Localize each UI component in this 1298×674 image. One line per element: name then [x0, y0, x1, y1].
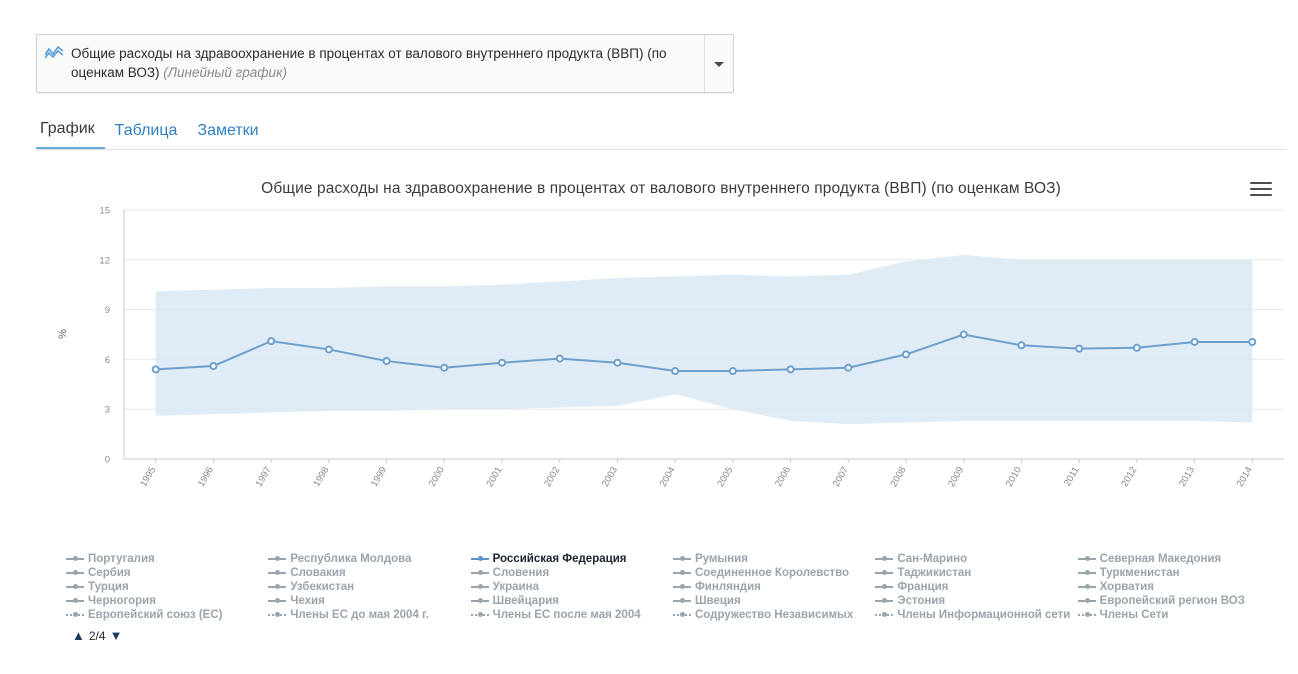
legend-marker-icon: [673, 596, 691, 606]
legend-marker-icon: [471, 596, 489, 606]
legend-marker-icon: [66, 568, 84, 578]
legend-item-label: Словакия: [290, 567, 346, 579]
legend-item[interactable]: [471, 580, 669, 594]
svg-text:1996: 1996: [195, 465, 217, 489]
legend-item-label: Португалия: [88, 553, 155, 565]
svg-text:2012: 2012: [1119, 465, 1140, 489]
legend-marker-icon: [471, 554, 489, 564]
legend-item[interactable]: [268, 580, 466, 594]
legend-item-label: Члены ЕС после мая 2004: [492, 609, 641, 621]
legend-page-down[interactable]: ▼: [109, 628, 123, 643]
legend-item[interactable]: [875, 594, 1073, 608]
svg-text:2008: 2008: [888, 465, 909, 489]
legend-item[interactable]: [875, 552, 1073, 566]
legend-item-label: Швейцария: [492, 595, 560, 607]
svg-text:1999: 1999: [369, 465, 390, 489]
legend-item[interactable]: [875, 580, 1073, 594]
legend-marker-icon: [268, 582, 286, 592]
legend-page-up[interactable]: ▲: [72, 628, 85, 643]
legend-item[interactable]: [66, 566, 264, 580]
legend-item-label: Российская Федерация: [492, 553, 627, 565]
chart-title: Общие расходы на здравоохранение в процентах от валового внутреннего продукта (ВВП) (по оценкам ВОЗ): [261, 180, 1061, 197]
svg-text:2010: 2010: [1003, 465, 1025, 489]
svg-text:2011: 2011: [1061, 465, 1082, 489]
legend-marker-icon: [1078, 596, 1096, 606]
line-chart-icon: [37, 35, 71, 59]
legend-marker-icon: [673, 582, 691, 592]
indicator-selector-text: [71, 35, 704, 92]
legend-item-label: Члены Сети: [1099, 609, 1169, 621]
legend-item-label: Европейский союз (ЕС): [88, 609, 223, 621]
hamburger-menu-icon[interactable]: [1250, 182, 1272, 200]
tab-notes[interactable]: Заметки: [197, 122, 259, 139]
legend-item[interactable]: [268, 608, 466, 622]
legend-item-label: Европейский регион ВОЗ: [1099, 595, 1245, 607]
legend-item-label: Турция: [88, 581, 129, 593]
svg-text:0: 0: [104, 454, 110, 466]
chart-plot-area: [36, 204, 1286, 504]
tab-table[interactable]: Таблица: [114, 122, 178, 139]
chevron-down-icon[interactable]: [704, 35, 733, 92]
legend-marker-icon: [1078, 582, 1096, 592]
legend-item[interactable]: [471, 594, 669, 608]
legend-marker-icon: [268, 568, 286, 578]
legend-item[interactable]: [1078, 608, 1276, 622]
legend-item-label: Члены Информационной сети: [897, 609, 1071, 621]
legend-item-label: Северная Македония: [1099, 553, 1222, 565]
legend-item-label: Республика Молдова: [290, 553, 412, 565]
legend-marker-icon: [268, 554, 286, 564]
legend-item-label: Члены ЕС до мая 2004 г.: [290, 609, 429, 621]
legend-marker-icon: [1078, 554, 1096, 564]
svg-text:15: 15: [99, 205, 110, 217]
legend-item[interactable]: [673, 594, 871, 608]
svg-text:9: 9: [104, 305, 110, 317]
legend-marker-icon: [471, 582, 489, 592]
legend-item-label: Таджикистан: [897, 567, 972, 579]
legend-item[interactable]: [1078, 594, 1276, 608]
legend-item-label: Чехия: [290, 595, 325, 607]
chart-legend: [66, 552, 1276, 622]
legend-marker-icon: [1078, 610, 1096, 620]
legend-marker-icon: [268, 596, 286, 606]
svg-text:2006: 2006: [773, 465, 794, 489]
legend-marker-icon: [1078, 568, 1096, 578]
legend-item[interactable]: [673, 552, 871, 566]
legend-item[interactable]: [471, 552, 669, 566]
svg-text:6: 6: [104, 354, 110, 366]
legend-marker-icon: [66, 610, 84, 620]
legend-item[interactable]: [268, 552, 466, 566]
legend-item[interactable]: [673, 580, 871, 594]
svg-text:2002: 2002: [542, 465, 563, 489]
legend-marker-icon: [471, 568, 489, 578]
legend-item-label: Содружество Независимых: [694, 609, 854, 621]
legend-item[interactable]: [268, 566, 466, 580]
svg-text:2000: 2000: [426, 465, 447, 489]
view-tabs: [36, 116, 1286, 150]
legend-item-label: Финляндия: [694, 581, 761, 593]
svg-text:2005: 2005: [715, 465, 736, 489]
svg-text:1998: 1998: [311, 465, 332, 489]
svg-text:3: 3: [104, 404, 110, 416]
legend-marker-icon: [268, 610, 286, 620]
svg-text:2014: 2014: [1234, 465, 1255, 489]
indicator-name: Общие расходы на здравоохранение в процентах от валового внутреннего продукта (ВВП) (по оценкам ВОЗ): [71, 46, 667, 80]
svg-text:2004: 2004: [657, 465, 678, 489]
legend-item[interactable]: [268, 594, 466, 608]
indicator-selector[interactable]: [36, 34, 734, 93]
legend-item-label: Сербия: [88, 567, 131, 579]
legend-item-label: Эстония: [897, 595, 946, 607]
legend-item-label: Франция: [897, 581, 949, 593]
legend-item[interactable]: [1078, 552, 1276, 566]
legend-item[interactable]: [66, 608, 264, 622]
legend-item-label: Украина: [492, 581, 539, 593]
legend-page-indicator: 2/4: [88, 628, 106, 643]
legend-item-label: Швеция: [694, 595, 741, 607]
svg-text:1995: 1995: [138, 465, 159, 489]
legend-item[interactable]: [875, 566, 1073, 580]
legend-item-label: Сан-Марино: [897, 553, 968, 565]
legend-item-label: Румыния: [694, 553, 748, 565]
legend-item[interactable]: [471, 608, 669, 622]
legend-item[interactable]: [66, 552, 264, 566]
legend-item-label: Узбекистан: [290, 581, 355, 593]
svg-text:2007: 2007: [830, 465, 851, 489]
legend-marker-icon: [66, 582, 84, 592]
legend-marker-icon: [875, 582, 893, 592]
legend-marker-icon: [66, 554, 84, 564]
legend-item[interactable]: [673, 566, 871, 580]
legend-marker-icon: [66, 596, 84, 606]
legend-item[interactable]: [673, 608, 871, 622]
tab-chart[interactable]: График: [36, 120, 105, 149]
legend-pager: [72, 628, 122, 643]
chart-svg: [36, 204, 1286, 514]
legend-item-label: Соединенное Королевство: [694, 567, 850, 579]
legend-marker-icon: [673, 610, 691, 620]
indicator-subtype: (Линейный график): [163, 65, 287, 80]
legend-item[interactable]: [66, 580, 264, 594]
legend-item-label: Черногория: [88, 595, 156, 607]
legend-item[interactable]: [1078, 566, 1276, 580]
legend-marker-icon: [875, 596, 893, 606]
legend-marker-icon: [875, 568, 893, 578]
legend-item[interactable]: [875, 608, 1073, 622]
svg-text:%: %: [57, 329, 69, 339]
svg-text:2013: 2013: [1177, 465, 1198, 489]
svg-text:2003: 2003: [599, 465, 621, 489]
legend-item-label: Словения: [492, 567, 550, 579]
legend-item[interactable]: [66, 594, 264, 608]
legend-item-label: Туркменистан: [1099, 567, 1180, 579]
legend-marker-icon: [673, 568, 691, 578]
legend-marker-icon: [875, 554, 893, 564]
svg-text:12: 12: [99, 255, 110, 267]
svg-text:2001: 2001: [484, 465, 505, 489]
legend-item[interactable]: [1078, 580, 1276, 594]
legend-marker-icon: [471, 610, 489, 620]
svg-text:2009: 2009: [946, 465, 967, 489]
chart-panel: [36, 160, 1286, 660]
legend-marker-icon: [875, 610, 893, 620]
legend-marker-icon: [673, 554, 691, 564]
legend-item[interactable]: [471, 566, 669, 580]
legend-item-label: Хорватия: [1099, 581, 1154, 593]
svg-text:1997: 1997: [253, 465, 274, 489]
